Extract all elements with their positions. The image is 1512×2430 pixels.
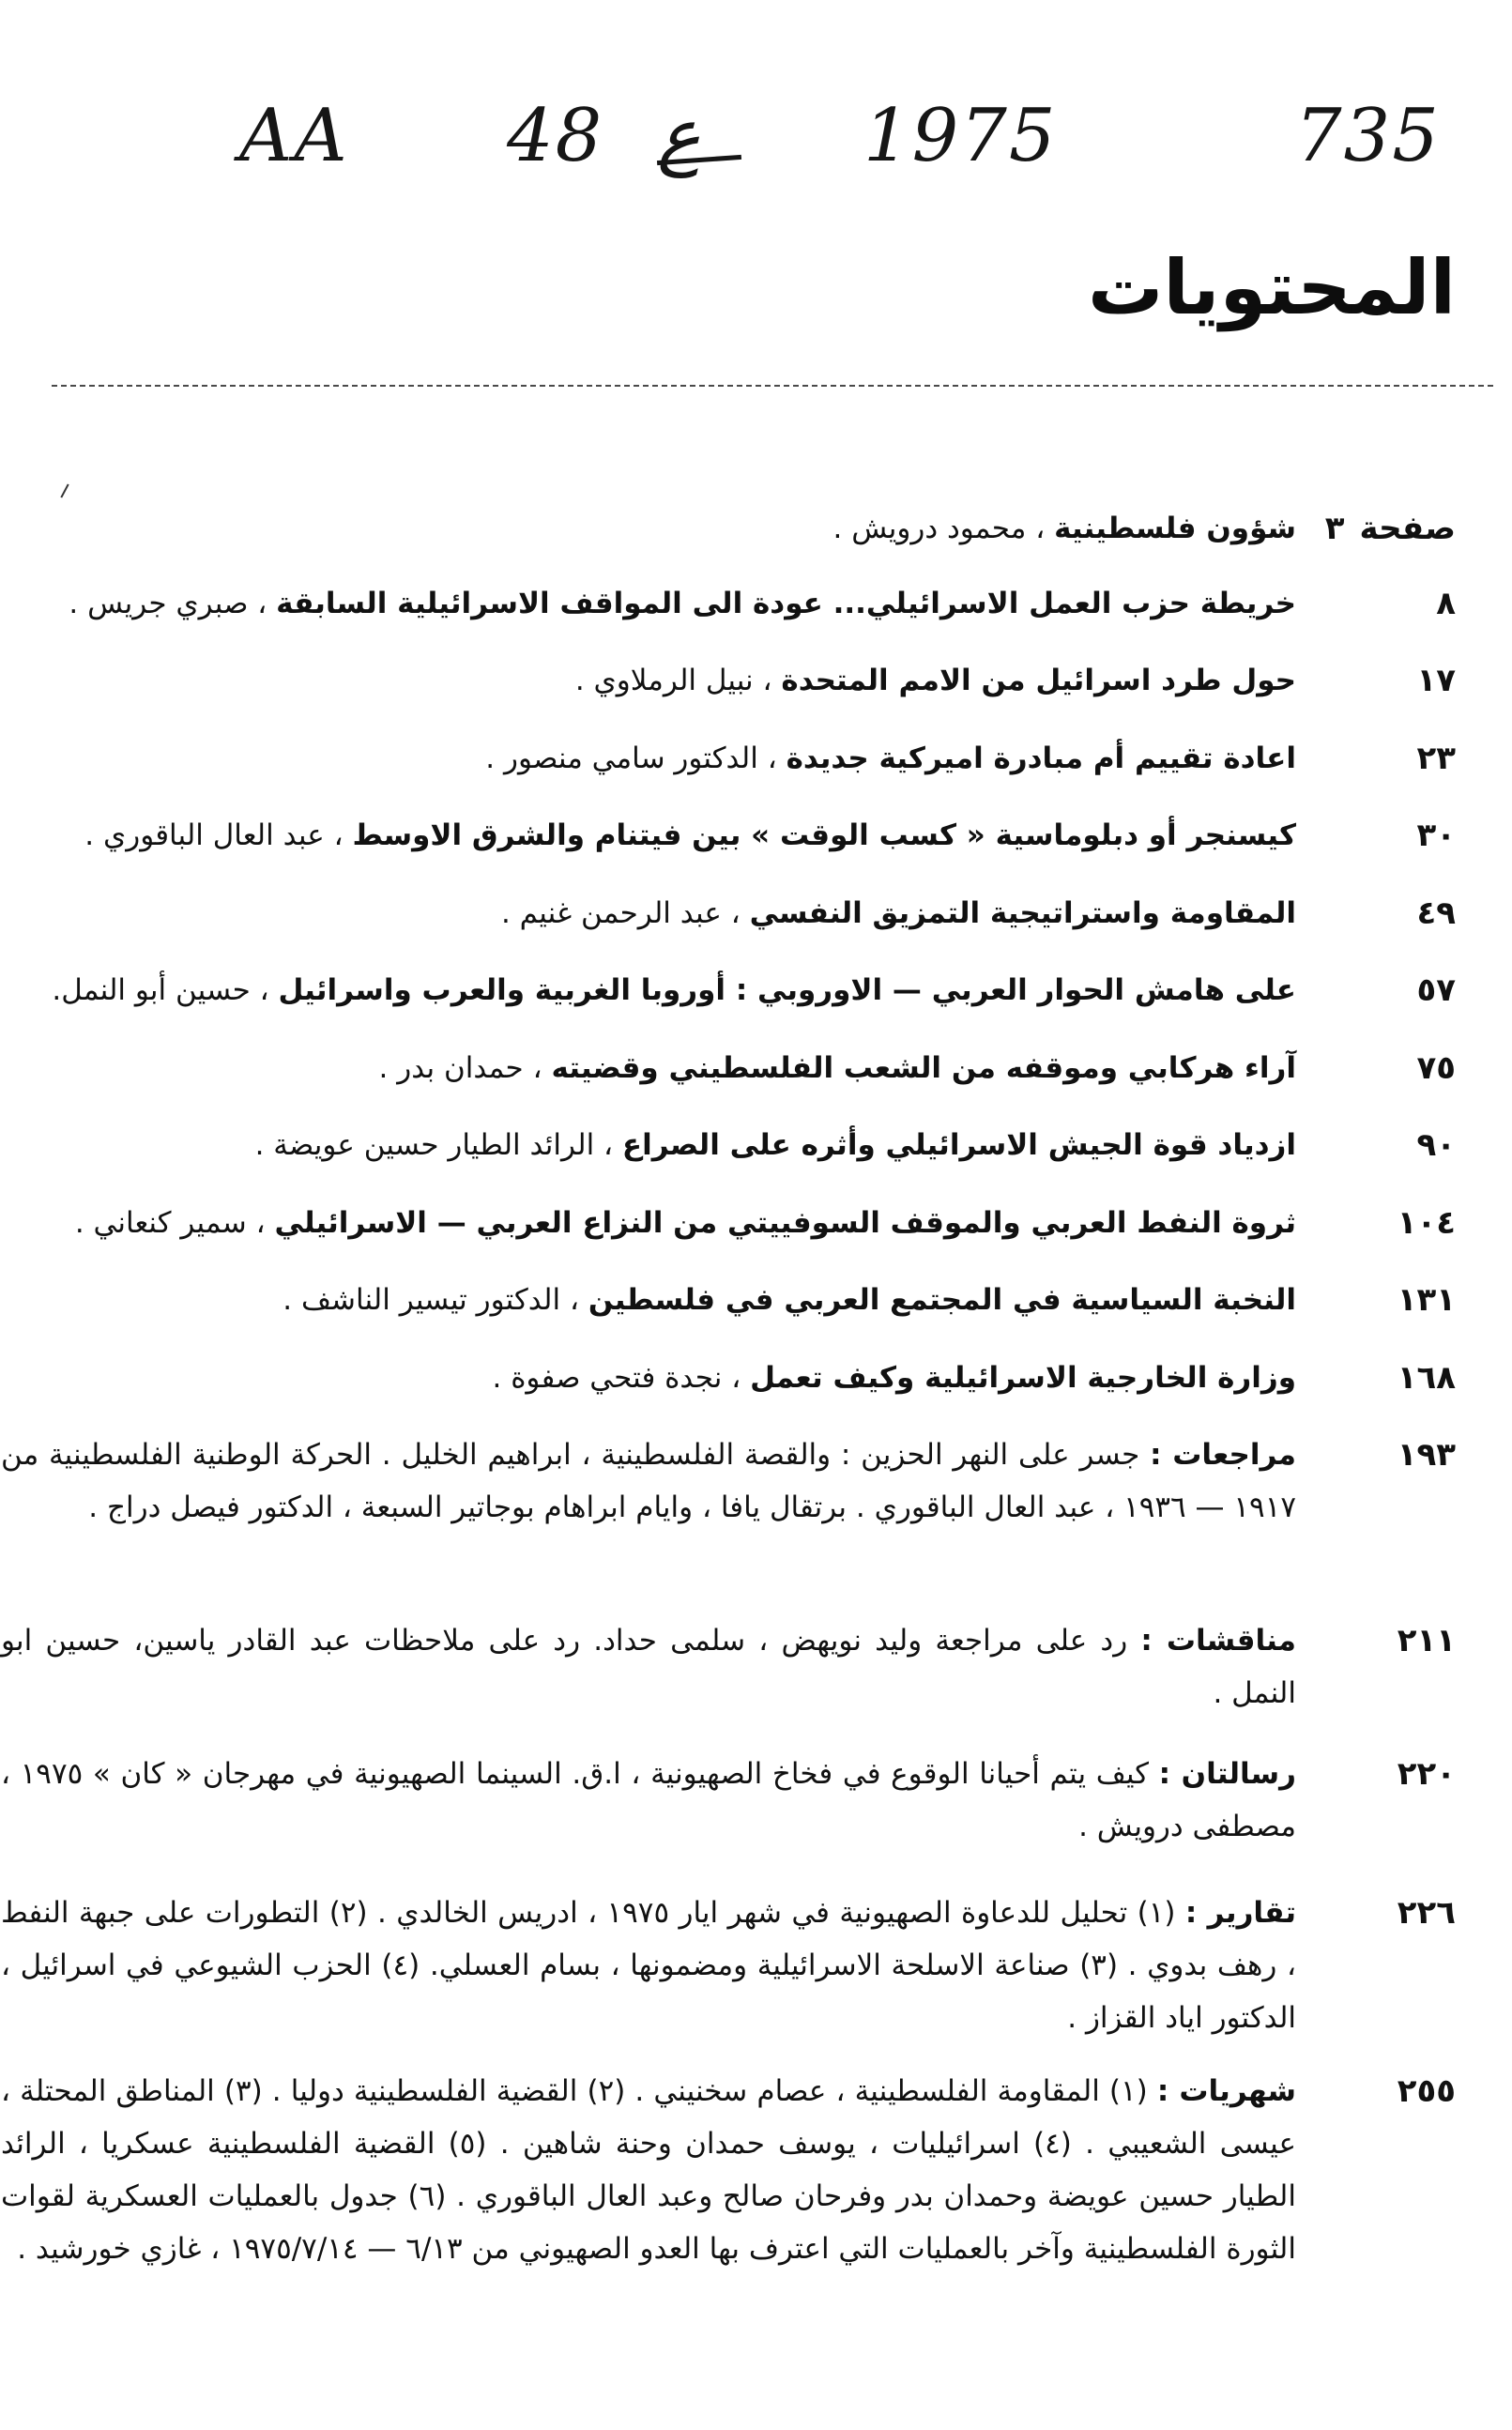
page-ref bbox=[1296, 1748, 1456, 1800]
page-ref bbox=[1296, 1119, 1456, 1171]
separator: ، bbox=[569, 1283, 579, 1317]
handwritten-page-number: 735 bbox=[1295, 94, 1441, 178]
entry-text bbox=[1, 1614, 1296, 1719]
toc-entry bbox=[1, 964, 1456, 1016]
entry-author: نجدة فتحي صفوة . bbox=[492, 1361, 723, 1395]
page-ref bbox=[1296, 887, 1456, 940]
section-heading: مراجعات : bbox=[1150, 1438, 1296, 1472]
page-title: المحتويات bbox=[1087, 244, 1456, 331]
entry-author: نبيل الرملاوي . bbox=[574, 664, 754, 697]
entry-title: ثروة النفط العربي والموقف السوفييتي من النزاع العربي — الاسرائيلي bbox=[274, 1206, 1296, 1240]
section-details: (١) تحليل للدعاوة الصهيونية في شهر ايار ١٩٧٥ ، ادريس الخالدي . (٢) التطورات على جبهة النفط ، رهف بدوي . (٣) صناعة الاسلحة الاسرائيلية ومضمونها ، بسام العسلي. (٤) الحزب الشيوعي في اسرائيل ، الدكتور اياد القزاز . bbox=[1, 1896, 1296, 2035]
toc-section-entry bbox=[1, 1748, 1456, 1853]
section-details: رد على مراجعة وليد نويهض ، سلمى حداد. رد على ملاحظات عبد القادر ياسين، حسين ابو النمل . bbox=[1, 1624, 1296, 1710]
toc-entry bbox=[1, 577, 1456, 630]
page-number: ٤٩ bbox=[1416, 894, 1456, 932]
page-number: ١٩٣ bbox=[1397, 1436, 1456, 1474]
toc-section-entry bbox=[1, 2065, 1456, 2275]
toc-entry bbox=[1, 809, 1456, 862]
toc-entry bbox=[1, 1352, 1456, 1404]
page-number: ٣٠ bbox=[1416, 817, 1456, 854]
entry-text bbox=[1, 1352, 1296, 1404]
toc-entry bbox=[1, 654, 1456, 707]
entry-text bbox=[1, 1274, 1296, 1326]
separator: ، bbox=[259, 973, 269, 1007]
entry-title: شؤون فلسطينية bbox=[1054, 512, 1296, 545]
separator: ، bbox=[762, 664, 772, 697]
section-heading: تقارير : bbox=[1184, 1896, 1297, 1930]
separator: ، bbox=[1035, 512, 1046, 545]
entry-author: سمير كنعاني . bbox=[74, 1206, 247, 1240]
entry-title: وزارة الخارجية الاسرائيلية وكيف تعمل bbox=[750, 1361, 1296, 1395]
entry-text bbox=[1, 1429, 1296, 1534]
entry-text bbox=[1, 809, 1296, 862]
page-ref bbox=[1296, 732, 1456, 785]
page-ref bbox=[1296, 1614, 1456, 1667]
page-number: ٣ bbox=[1324, 510, 1345, 547]
entry-text bbox=[1, 887, 1296, 940]
entry-text bbox=[1, 2065, 1296, 2275]
handwritten-letter: ع bbox=[657, 94, 701, 178]
entry-text bbox=[1, 1119, 1296, 1171]
page-number: ١٣١ bbox=[1397, 1281, 1456, 1319]
entry-text bbox=[1, 964, 1296, 1016]
page-label: صفحة bbox=[1359, 510, 1456, 547]
page-number: ١٦٨ bbox=[1397, 1359, 1456, 1397]
page-ref bbox=[1296, 1429, 1456, 1481]
page-number: ٢٣ bbox=[1416, 740, 1456, 777]
section-heading: مناقشات : bbox=[1140, 1624, 1296, 1658]
toc-entry bbox=[1, 1042, 1456, 1094]
page-number: ٥٧ bbox=[1416, 971, 1456, 1009]
entry-author: الدكتور تيسير الناشف . bbox=[283, 1283, 561, 1317]
page-number: ٢٥٥ bbox=[1397, 2072, 1456, 2110]
separator: ، bbox=[603, 1128, 614, 1162]
page-ref bbox=[1296, 654, 1456, 707]
entry-author: الدكتور سامي منصور . bbox=[485, 741, 758, 775]
page-ref bbox=[1296, 1887, 1456, 1939]
page-number: ٢٢٠ bbox=[1397, 1755, 1456, 1793]
entry-text bbox=[1, 1197, 1296, 1249]
entry-author: حسين أبو النمل. bbox=[52, 973, 251, 1007]
entry-title: المقاومة واستراتيجية التمزيق النفسي bbox=[749, 896, 1296, 930]
page-number: ٨ bbox=[1436, 585, 1456, 622]
page-ref bbox=[1296, 1352, 1456, 1404]
page-number: ٢٢٦ bbox=[1397, 1894, 1456, 1932]
separator: ، bbox=[257, 587, 267, 620]
page-ref bbox=[1296, 809, 1456, 862]
toc-entry bbox=[1, 887, 1456, 940]
separator: ، bbox=[767, 741, 777, 775]
toc-section-entry bbox=[1, 1429, 1456, 1534]
entry-text bbox=[1, 502, 1296, 555]
section-details: (١) المقاومة الفلسطينية ، عصام سخنيني . (٢) القضية الفلسطينية دوليا . (٣) المناطق المحتلة ، عيسى الشعيبي . (٤) اسرائيليات ، يوسف حمدان وحنة شاهين . (٥) القضية الفلسطينية عسكريا ، الرائد الطيار حسين عويضة وحمدان بدر وفرحان صالح وعبد العال الباقوري . (٦) جدول بالعمليات العسكرية لقوات الثورة الفلسطينية وآخر بالعمليات التي اعترف بها العدو الصهيوني من ٦/١٣ — ١٩٧٥/٧/١٤ ، غازي خورشيد . bbox=[1, 2074, 1297, 2266]
entry-title: النخبة السياسية في المجتمع العربي في فلسطين bbox=[588, 1283, 1296, 1317]
section-heading: شهريات : bbox=[1156, 2074, 1296, 2108]
page-number: ٩٠ bbox=[1416, 1126, 1456, 1164]
toc-section-entry bbox=[1, 1614, 1456, 1719]
page-ref bbox=[1296, 1042, 1456, 1094]
entry-title: خريطة حزب العمل الاسرائيلي... عودة الى المواقف الاسرائيلية السابقة bbox=[276, 587, 1296, 620]
entry-title: ازدياد قوة الجيش الاسرائيلي وأثره على الصراع bbox=[621, 1128, 1296, 1162]
entry-author: الرائد الطيار حسين عويضة . bbox=[254, 1128, 595, 1162]
handwritten-code: AA bbox=[239, 94, 349, 178]
entry-title: آراء هركابي وموقفه من الشعب الفلسطيني وقضيته bbox=[551, 1051, 1296, 1085]
entry-author: صبري جريس . bbox=[69, 587, 249, 620]
page-number: ٧٥ bbox=[1416, 1049, 1456, 1087]
entry-author: عبد العال الباقوري . bbox=[84, 818, 325, 852]
entry-title: حول طرد اسرائيل من الامم المتحدة bbox=[781, 664, 1296, 697]
toc-section-entry bbox=[1, 1887, 1456, 2044]
page-ref bbox=[1296, 502, 1456, 555]
page-ref bbox=[1296, 1274, 1456, 1326]
entry-text bbox=[1, 732, 1296, 785]
page-ref bbox=[1296, 964, 1456, 1016]
separator: ، bbox=[255, 1206, 266, 1240]
entry-text bbox=[1, 1042, 1296, 1094]
toc-entry bbox=[1, 1274, 1456, 1326]
separator: ، bbox=[532, 1051, 542, 1085]
toc-entry bbox=[1, 502, 1456, 555]
entry-text bbox=[1, 577, 1296, 630]
separator: ، bbox=[333, 818, 344, 852]
section-details: جسر على النهر الحزين : والقصة الفلسطينية ، ابراهيم الخليل . الحركة الوطنية الفلسطينية من ١٩١٧ — ١٩٣٦ ، عبد العال الباقوري . برتقال يافا ، وايام ابراهام بوجاتير السبعة ، الدكتور فيصل دراج . bbox=[1, 1438, 1296, 1524]
handwritten-issue-number: 48 bbox=[507, 94, 604, 178]
entry-text bbox=[1, 1748, 1296, 1853]
page-ref bbox=[1296, 1197, 1456, 1249]
page-number: ٢١١ bbox=[1397, 1622, 1456, 1659]
entry-author: حمدان بدر . bbox=[378, 1051, 524, 1085]
section-details: كيف يتم أحيانا الوقوع في فخاخ الصهيونية ، ا.ق. السينما الصهيونية في مهرجان « كان » ١٩٧٥ ، مصطفى درويش . bbox=[1, 1757, 1296, 1843]
page-ref bbox=[1296, 577, 1456, 630]
entry-text bbox=[1, 1887, 1296, 2044]
toc-entry bbox=[1, 1119, 1456, 1171]
handwritten-year: 1975 bbox=[863, 94, 1058, 178]
entry-title: على هامش الحوار العربي — الاوروبي : أوروبا الغربية والعرب واسرائيل bbox=[278, 973, 1296, 1007]
separator: ، bbox=[730, 896, 741, 930]
page-ref bbox=[1296, 2065, 1456, 2117]
entry-author: عبد الرحمن غنيم . bbox=[500, 896, 722, 930]
page-number: ١٠٤ bbox=[1397, 1204, 1456, 1242]
entry-title: كيسنجر أو دبلوماسية « كسب الوقت » بين فيتنام والشرق الاوسط bbox=[352, 818, 1296, 852]
toc-entry bbox=[1, 732, 1456, 785]
separator: ، bbox=[731, 1361, 741, 1395]
entry-title: اعادة تقييم أم مبادرة اميركية جديدة bbox=[786, 741, 1296, 775]
page-number: ١٧ bbox=[1416, 662, 1456, 699]
toc-entry bbox=[1, 1197, 1456, 1249]
section-heading: رسالتان : bbox=[1158, 1757, 1296, 1791]
entry-text bbox=[1, 654, 1296, 707]
entry-author: محمود درويش . bbox=[832, 512, 1027, 545]
